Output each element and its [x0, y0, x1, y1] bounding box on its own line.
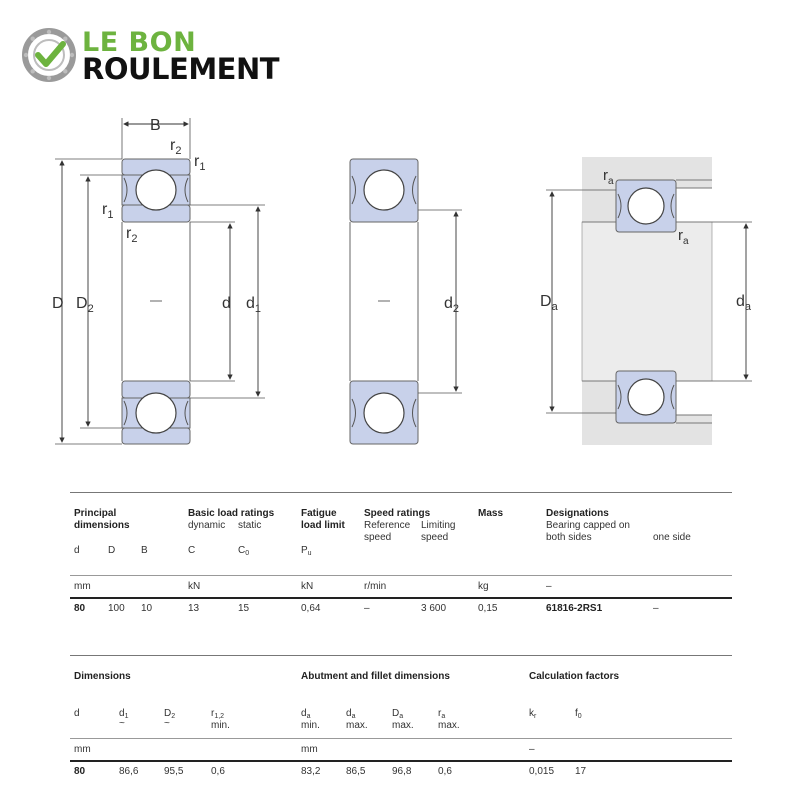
sym2-d1: $d_1$	[119, 708, 129, 720]
dim-label-ra-side: $r_a$	[678, 227, 689, 247]
sym-d: d	[74, 545, 80, 556]
cell2-kr: 0,015	[529, 766, 555, 777]
cell2-d: 80	[74, 766, 86, 777]
header-fatigue-1: Fatigue	[301, 508, 337, 519]
sym-Pu: $P_u$	[301, 545, 312, 557]
header-abutment: Abutment and fillet dimensions	[301, 671, 450, 682]
cell2-d1: 86,6	[119, 766, 139, 777]
cell-mass: 0,15	[478, 603, 498, 614]
unit-kN-load: kN	[188, 581, 201, 592]
sym2-d1-note: ~	[119, 718, 125, 729]
header-mass: Mass	[478, 508, 504, 519]
unit-mm: mm	[74, 581, 91, 592]
dim-label-d: d	[222, 295, 231, 312]
sym2-Da-max: $D_a$	[392, 708, 404, 720]
cell2-f0: 17	[575, 766, 587, 777]
sym-D: D	[108, 545, 116, 556]
bearing-section-left	[52, 117, 265, 444]
dim-label-r2-top: $r_2$	[170, 137, 182, 157]
cell-designation: 61816-2RS1	[546, 603, 603, 614]
logo-line-2: ROULEMENT	[82, 52, 280, 86]
cell-D: 100	[108, 603, 125, 614]
unit-kN-fatigue: kN	[301, 581, 314, 592]
bearing-mounting-view	[540, 157, 752, 445]
sym-C0: $C_0$	[238, 545, 250, 557]
dim-label-D: D	[52, 295, 64, 312]
shaft	[582, 222, 712, 381]
dim-label-d1: $d_1$	[246, 295, 262, 315]
sym2-da-max-note: max.	[346, 720, 368, 731]
cell-limiting-speed: 3 600	[421, 603, 447, 614]
dim-label-d2: $d_2$	[444, 295, 460, 315]
cell-B: 10	[141, 603, 153, 614]
sym2-f0: $f_0$	[575, 708, 582, 720]
dim-label-B: B	[150, 117, 161, 134]
header-limiting-1: Limiting	[421, 520, 456, 531]
cell-d: 80	[74, 603, 86, 614]
sym2-D2-note: ~	[164, 718, 170, 729]
cell2-Da-max: 96,8	[392, 766, 412, 777]
unit-rmin: r/min	[364, 581, 387, 592]
sym2-r12: $r_{1,2}$	[211, 708, 225, 720]
sym2-r12-note: min.	[211, 720, 230, 731]
unit-dash: –	[546, 581, 552, 592]
sym2-D2: $D_2$	[164, 708, 176, 720]
dim-label-da: $d_a$	[736, 293, 752, 313]
dim-label-r1-side: $r_1$	[102, 201, 114, 221]
header-principal-dimensions-2: dimensions	[74, 520, 130, 531]
header-principal-dimensions-1: Principal	[74, 508, 117, 519]
unit2-mm-abutment: mm	[301, 744, 318, 755]
header-reference-1: Reference	[364, 520, 411, 531]
dim-label-ra-top: $r_a$	[603, 167, 614, 187]
logo	[22, 26, 302, 86]
cell2-da-min: 83,2	[301, 766, 321, 777]
unit2-dash: –	[529, 744, 535, 755]
header-basic-load-ratings: Basic load ratings	[188, 508, 275, 519]
cell-C0: 15	[238, 603, 250, 614]
cell-one-side: –	[653, 603, 659, 614]
sym2-kr: $k_r$	[529, 708, 537, 720]
cell2-D2: 95,5	[164, 766, 184, 777]
sym-B: B	[141, 545, 148, 556]
header-reference-2: speed	[364, 532, 392, 543]
header-capped-2: both sides	[546, 532, 592, 543]
unit-kg: kg	[478, 581, 489, 592]
header-capped-1: Bearing capped on	[546, 520, 630, 531]
bearing-technical-drawing	[0, 95, 800, 455]
sym2-ra-max: $r_a$	[438, 708, 446, 720]
header-dynamic: dynamic	[188, 520, 226, 531]
cell-reference-speed: –	[364, 603, 370, 614]
cell-Pu: 0,64	[301, 603, 321, 614]
header-limiting-2: speed	[421, 532, 449, 543]
dim-label-Da: $D_a$	[540, 293, 558, 313]
logo-line-1: LE BON	[82, 27, 197, 58]
dim-label-D2: $D_2$	[76, 295, 94, 315]
sym2-ra-max-note: max.	[438, 720, 460, 731]
sym2-da-min: $d_a$	[301, 708, 311, 720]
header-calculation-factors: Calculation factors	[529, 671, 620, 682]
bearing-check-icon	[22, 28, 76, 82]
dim-label-r1-top: $r_1$	[194, 153, 206, 173]
header-static: static	[238, 520, 262, 531]
cell2-da-max: 86,5	[346, 766, 366, 777]
unit2-mm-dims: mm	[74, 744, 91, 755]
header-speed-ratings: Speed ratings	[364, 508, 431, 519]
sym-C: C	[188, 545, 196, 556]
sym2-da-max: $d_a$	[346, 708, 356, 720]
ball-top	[136, 170, 176, 210]
cell2-r12: 0,6	[211, 766, 225, 777]
sym2-Da-max-note: max.	[392, 720, 414, 731]
dim-label-r2-side: $r_2$	[126, 225, 138, 245]
bearing-section-middle	[350, 159, 462, 444]
ball-bottom	[136, 393, 176, 433]
header-one-side: one side	[653, 532, 691, 543]
cell2-ra-max: 0,6	[438, 766, 452, 777]
sym2-da-min-note: min.	[301, 720, 320, 731]
header-designations: Designations	[546, 508, 609, 519]
header-fatigue-2: load limit	[301, 520, 345, 531]
sym2-d: d	[74, 708, 80, 719]
cell-C: 13	[188, 603, 200, 614]
header-dimensions: Dimensions	[74, 671, 131, 682]
